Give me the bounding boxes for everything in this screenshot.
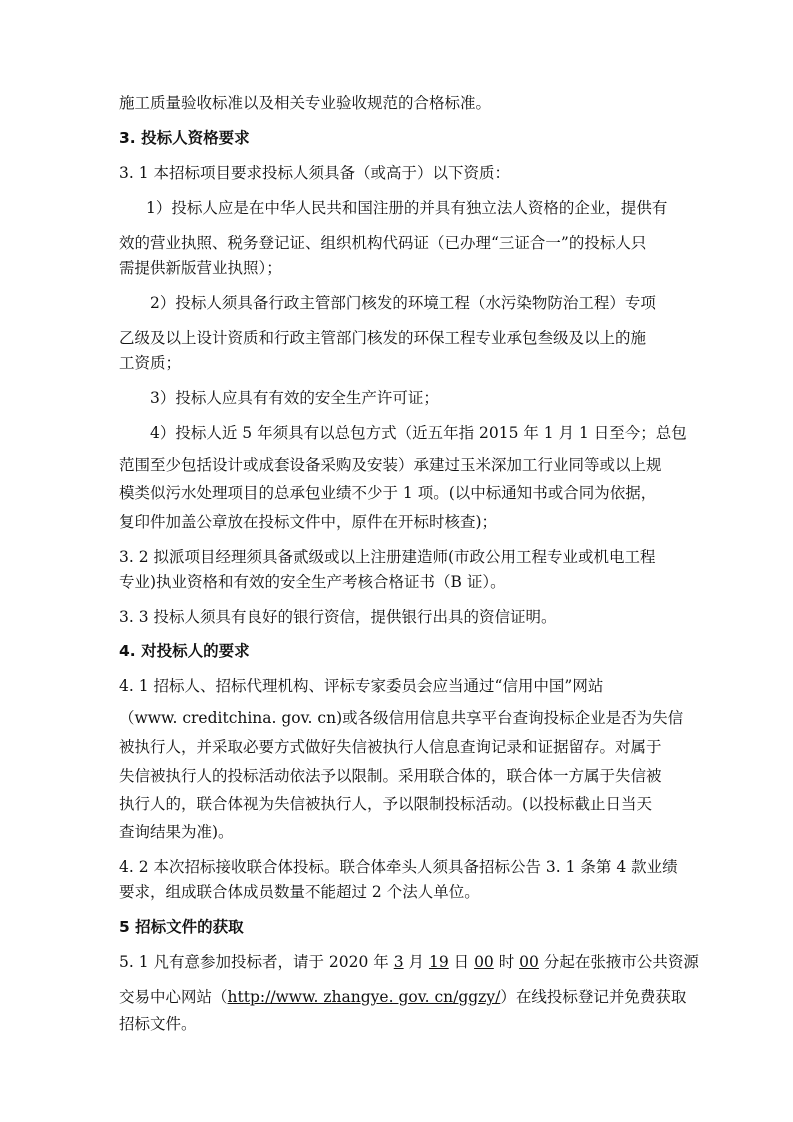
clause-4-1: 被执行人，并采取必要方式做好失信被执行人信息查询记录和证据留存。对属于 [119,738,662,756]
clause-5-1-text: ）在线投标登记并免费获取 [500,988,687,1006]
clause-4-2: 4. 2 本次招标接收联合体投标。联合体牵头人须具备招标公告 3. 1 条第 4 款业绩 [119,858,678,876]
clause-5-1 [119,952,699,972]
clause-5-1-text: 月 [403,953,429,971]
clause-5-1-text: 分起在张掖市公共资源 [538,953,699,971]
clause-3-2: 3. 2 拟派项目经理须具备贰级或以上注册建造师(市政公用工程专业或机电工程 [119,548,656,566]
item-4-line: 模类似污水处理项目的总承包业绩不少于 1 项。(以中标通知书或合同为依据， [119,484,657,502]
item-2-line: 2）投标人须具备行政主管部门核发的环境工程（水污染物防治工程）专项 [150,294,656,312]
clause-5-1-text: 日 [448,953,475,971]
clause-4-1: 查询结果为准)。 [119,823,234,841]
day-field: 19 [428,953,449,971]
clause-4-1: 失信被执行人的投标活动依法予以限制。采用联合体的，联合体一方属于失信被 [119,767,662,785]
item-4-line: 4）投标人近 5 年须具有以总包方式（近五年指 2015 年 1 月 1 日至今；总包 [150,424,687,442]
clause-5-1: 招标文件。 [119,1015,197,1033]
section-heading-5: 5 招标文件的获取 [119,918,244,936]
item-2-line: 乙级及以上设计资质和行政主管部门核发的环保工程专业承包叁级及以上的施 [119,329,647,347]
month-field: 3 [393,953,404,971]
section-heading-3: 3. 投标人资格要求 [119,129,250,147]
body-line: 施工质量验收标准以及相关专业验收规范的合格标准。 [119,94,492,112]
clause-4-1: （www. creditchina. gov. cn)或各级信用信息共享平台查询投标企业是否为失信 [119,709,684,727]
clause-5-1 [119,987,687,1007]
item-2-line: 工资质； [119,354,182,372]
item-1-line: 需提供新版营业执照）； [119,259,282,277]
item-4-line: 复印件加盖公章放在投标文件中，原件在开标时核查)； [119,513,498,531]
minute-field: 00 [519,953,539,971]
item-1-line: 1）投标人应是在中华人民共和国注册的并具有独立法人资格的企业，提供有 [146,199,668,217]
clause-4-2: 要求，组成联合体成员数量不能超过 2 个法人单位。 [119,883,480,901]
clause-5-1-text: 时 [493,953,520,971]
clause-5-1-text: 交易中心网站（ [119,988,228,1006]
item-4-line: 范围至少包括设计或成套设备采购及安装）承建过玉米深加工行业同等或以上规 [119,456,662,474]
clause-3-3: 3. 3 投标人须具有良好的银行资信，提供银行出具的资信证明。 [119,608,557,626]
item-3-line: 3）投标人应具有有效的安全生产许可证； [150,389,439,407]
clause-3-1: 3. 1 本招标项目要求投标人须具备（或高于）以下资质： [119,164,511,182]
zhangye-url-link[interactable]: http://www. zhangye. gov. cn/ggzy/ [227,988,501,1006]
section-heading-4: 4. 对投标人的要求 [119,642,250,660]
hour-field: 00 [474,953,494,971]
clause-4-1: 4. 1 招标人、招标代理机构、评标专家委员会应当通过“信用中国”网站 [119,677,604,695]
item-1-line: 效的营业执照、税务登记证、组织机构代码证（已办理“三证合一”的投标人只 [119,234,647,252]
clause-4-1: 执行人的，联合体视为失信被执行人，予以限制投标活动。(以投标截止日当天 [119,795,653,813]
clause-3-2: 专业)执业资格和有效的安全生产考核合格证书（B 证）。 [119,573,506,591]
clause-5-1-text: 5. 1 凡有意参加投标者，请于 2020 年 [119,953,394,971]
